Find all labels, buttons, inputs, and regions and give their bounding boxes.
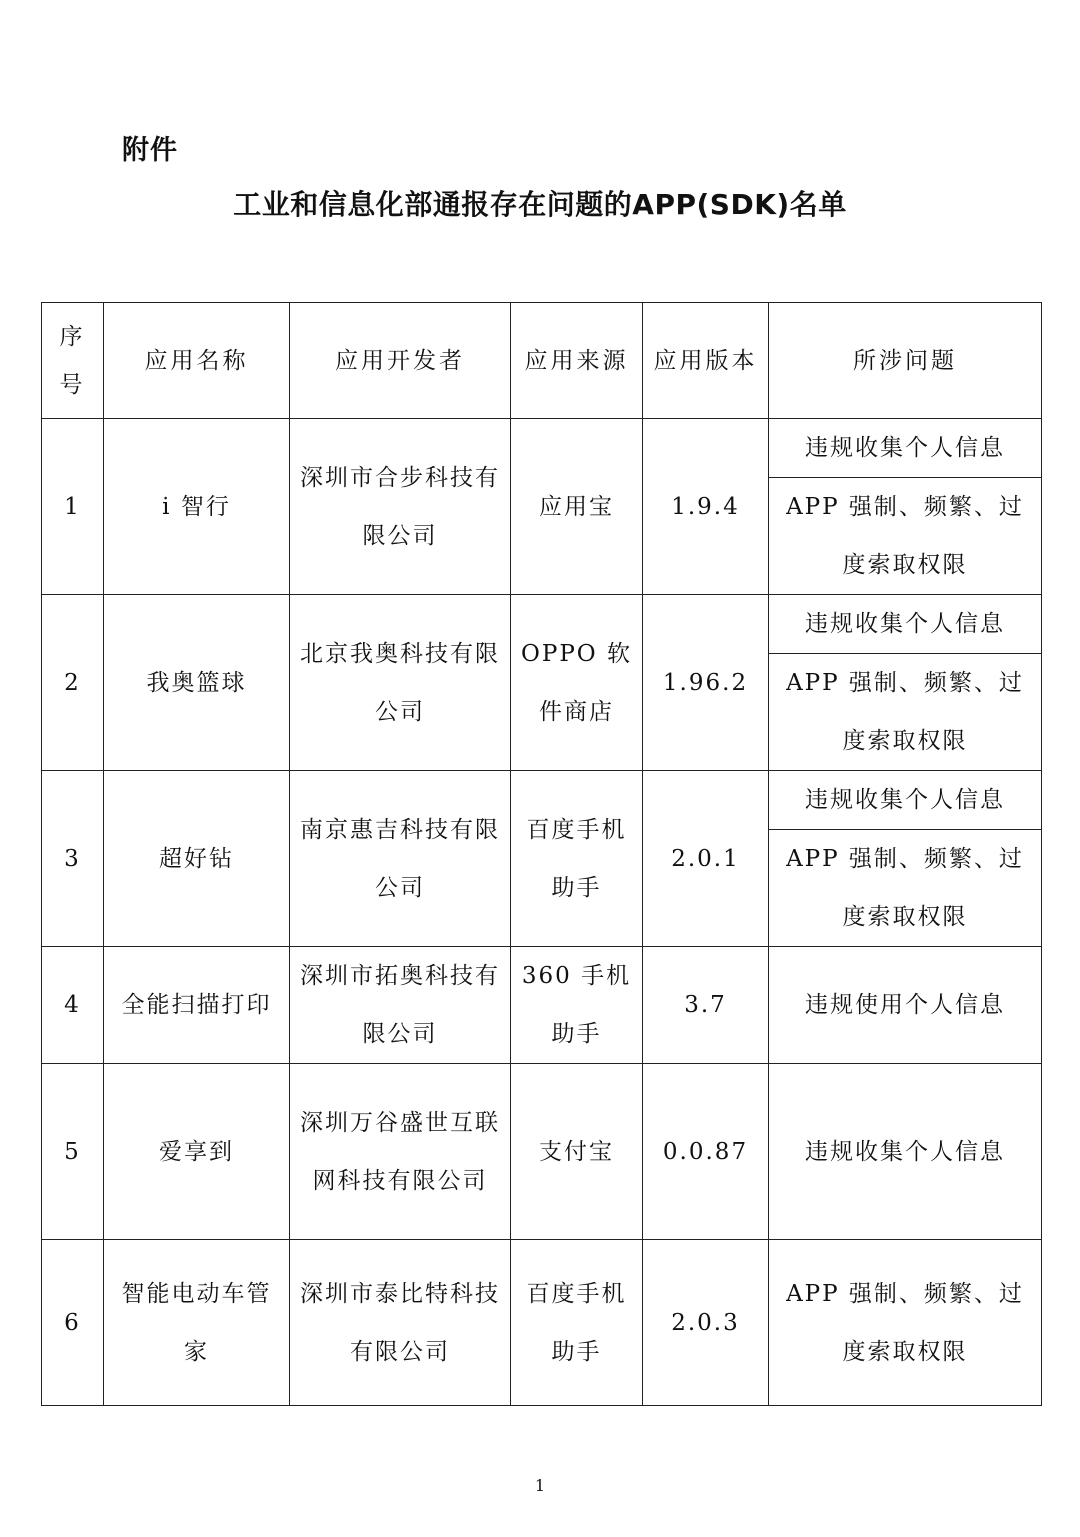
cell-app-name: 我奥篮球 [104,595,290,771]
header-developer: 应用开发者 [290,303,511,419]
cell-app-name: 爱享到 [104,1064,290,1240]
header-no: 序号 [42,303,104,419]
cell-issue: APP 强制、频繁、过度索取权限 [769,478,1042,595]
header-source: 应用来源 [511,303,643,419]
cell-app-name: 超好钻 [104,771,290,947]
app-list-table [41,302,1042,1406]
cell-no: 4 [42,947,104,1064]
cell-app-name: i 智行 [104,419,290,595]
cell-no: 6 [42,1240,104,1406]
cell-source: OPPO 软件商店 [511,595,643,771]
cell-version: 1.9.4 [643,419,769,595]
cell-developer: 深圳市合步科技有限公司 [290,419,511,595]
cell-no: 2 [42,595,104,771]
cell-no: 1 [42,419,104,595]
cell-issue: APP 强制、频繁、过度索取权限 [769,1240,1042,1406]
cell-developer: 深圳万谷盛世互联网科技有限公司 [290,1064,511,1240]
cell-source: 360 手机助手 [511,947,643,1064]
cell-source: 百度手机助手 [511,771,643,947]
cell-version: 2.0.1 [643,771,769,947]
cell-issue: 违规收集个人信息 [769,595,1042,654]
attachment-label: 附件 [122,135,178,166]
cell-source: 百度手机助手 [511,1240,643,1406]
cell-version: 1.96.2 [643,595,769,771]
table-row [42,771,1042,830]
cell-issue: 违规收集个人信息 [769,419,1042,478]
table-row [42,1240,1042,1406]
cell-issue: 违规使用个人信息 [769,947,1042,1064]
table-row [42,947,1042,1064]
header-issues: 所涉问题 [769,303,1042,419]
document-title: 工业和信息化部通报存在问题的APP(SDK)名单 [233,188,847,221]
cell-source: 支付宝 [511,1064,643,1240]
cell-app-name: 全能扫描打印 [104,947,290,1064]
cell-developer: 南京惠吉科技有限公司 [290,771,511,947]
cell-no: 5 [42,1064,104,1240]
cell-developer: 深圳市拓奥科技有限公司 [290,947,511,1064]
header-app-name: 应用名称 [104,303,290,419]
cell-source: 应用宝 [511,419,643,595]
cell-developer: 深圳市泰比特科技有限公司 [290,1240,511,1406]
cell-version: 2.0.3 [643,1240,769,1406]
table-row [42,595,1042,654]
table-row [42,1064,1042,1240]
cell-issue: APP 强制、频繁、过度索取权限 [769,830,1042,947]
table-row [42,419,1042,478]
page-number: 1 [534,1476,546,1495]
cell-developer: 北京我奥科技有限公司 [290,595,511,771]
cell-issue: 违规收集个人信息 [769,1064,1042,1240]
header-version: 应用版本 [643,303,769,419]
cell-version: 3.7 [643,947,769,1064]
cell-version: 0.0.87 [643,1064,769,1240]
table-header-row [42,303,1042,419]
cell-issue: 违规收集个人信息 [769,771,1042,830]
cell-no: 3 [42,771,104,947]
cell-issue: APP 强制、频繁、过度索取权限 [769,654,1042,771]
cell-app-name: 智能电动车管家 [104,1240,290,1406]
